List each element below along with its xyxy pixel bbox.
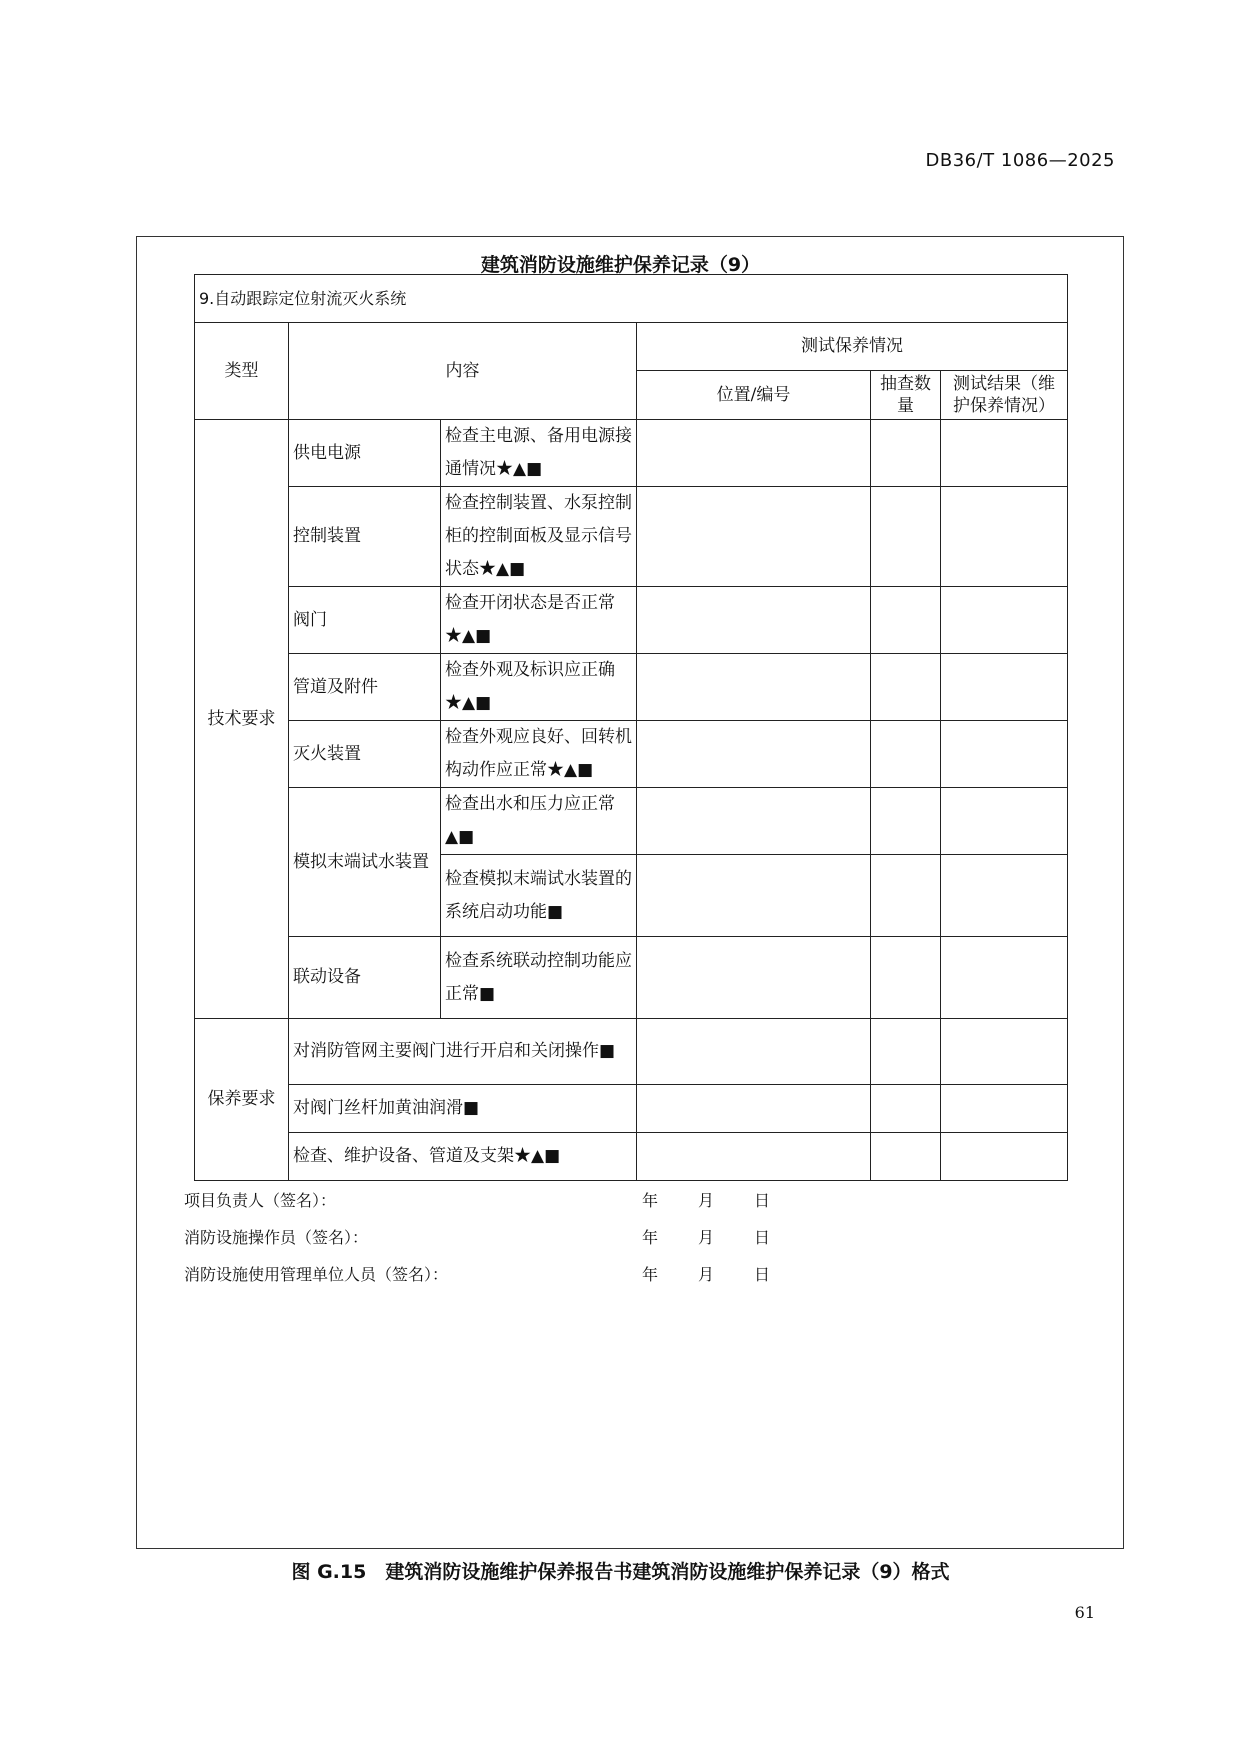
item-name: 灭火装置 [289,721,441,788]
year-label: 年 [642,1228,659,1247]
month-label: 月 [698,1265,715,1284]
result-cell[interactable] [941,1133,1068,1181]
location-cell[interactable] [637,487,871,587]
result-cell[interactable] [941,1019,1068,1085]
page-number: 61 [1074,1603,1095,1622]
header-location: 位置/编号 [637,371,871,420]
table-row [195,788,1068,855]
year-label: 年 [642,1191,659,1210]
result-cell[interactable] [941,788,1068,855]
header-content: 内容 [289,323,637,420]
item-name: 管道及附件 [289,654,441,721]
location-cell[interactable] [637,420,871,487]
day-label: 日 [754,1265,771,1284]
standard-code: DB36/T 1086—2025 [925,150,1115,171]
table-row [195,420,1068,487]
sample-qty-cell[interactable] [871,1019,941,1085]
item-check: 检查外观及标识应正确★▲■ [441,654,637,721]
result-cell[interactable] [941,654,1068,721]
maintenance-item: 对阀门丝杆加黄油润滑■ [289,1085,637,1133]
location-cell[interactable] [637,587,871,654]
result-cell[interactable] [941,587,1068,654]
year-label: 年 [642,1265,659,1284]
month-label: 月 [698,1191,715,1210]
signature-label: 消防设施使用管理单位人员（签名）： [184,1265,449,1284]
signature-label: 项目负责人（签名）： [184,1191,337,1210]
header-type: 类型 [195,323,289,420]
item-check: 检查控制装置、水泵控制柜的控制面板及显示信号状态★▲■ [441,487,637,587]
form-title: 建筑消防设施维护保养记录（9） [480,254,761,276]
item-check: 检查模拟末端试水装置的系统启动功能■ [441,855,637,937]
day-label: 日 [754,1228,771,1247]
system-name-row [195,275,1068,323]
item-check: 检查开闭状态是否正常★▲■ [441,587,637,654]
location-cell[interactable] [637,1085,871,1133]
result-cell[interactable] [941,937,1068,1019]
system-name: 9.自动跟踪定位射流灭火系统 [195,275,1068,323]
result-cell[interactable] [941,1085,1068,1133]
sample-qty-cell[interactable] [871,420,941,487]
maintenance-label: 保养要求 [195,1019,289,1181]
table-row [195,1133,1068,1181]
figure-caption: 图 G.15 建筑消防设施维护保养报告书建筑消防设施维护保养记录（9）格式 [291,1561,950,1583]
header-row-1 [195,323,1068,371]
sample-qty-cell[interactable] [871,1133,941,1181]
maintenance-record-table [194,274,1068,1181]
item-name: 模拟末端试水装置 [289,788,441,937]
result-cell[interactable] [941,721,1068,788]
item-name: 阀门 [289,587,441,654]
item-name: 联动设备 [289,937,441,1019]
sample-qty-cell[interactable] [871,721,941,788]
signature-date[interactable] [642,1262,810,1285]
signature-row [184,1262,884,1299]
sample-qty-cell[interactable] [871,1085,941,1133]
technical-label: 技术要求 [195,420,289,1019]
signature-date[interactable] [642,1225,810,1248]
signature-row [184,1225,884,1262]
location-cell[interactable] [637,654,871,721]
location-cell[interactable] [637,1133,871,1181]
signature-row [184,1188,884,1225]
item-name: 控制装置 [289,487,441,587]
sample-qty-cell[interactable] [871,587,941,654]
table-row [195,487,1068,587]
sample-qty-cell[interactable] [871,855,941,937]
item-check: 检查出水和压力应正常▲■ [441,788,637,855]
month-label: 月 [698,1228,715,1247]
sample-qty-cell[interactable] [871,788,941,855]
item-check: 检查主电源、备用电源接通情况★▲■ [441,420,637,487]
sample-qty-cell[interactable] [871,487,941,587]
location-cell[interactable] [637,721,871,788]
result-cell[interactable] [941,487,1068,587]
header-sample-qty: 抽查数量 [871,371,941,420]
result-cell[interactable] [941,855,1068,937]
day-label: 日 [754,1191,771,1210]
item-check: 检查系统联动控制功能应正常■ [441,937,637,1019]
location-cell[interactable] [637,1019,871,1085]
table-row [195,1019,1068,1085]
location-cell[interactable] [637,855,871,937]
item-name: 供电电源 [289,420,441,487]
signature-block [184,1188,884,1299]
item-check: 检查外观应良好、回转机构动作应正常★▲■ [441,721,637,788]
maintenance-item: 对消防管网主要阀门进行开启和关闭操作■ [289,1019,637,1085]
table-row [195,654,1068,721]
maintenance-item: 检查、维护设备、管道及支架★▲■ [289,1133,637,1181]
header-result: 测试结果（维护保养情况） [941,371,1068,420]
signature-label: 消防设施操作员（签名）： [184,1228,369,1247]
location-cell[interactable] [637,788,871,855]
location-cell[interactable] [637,937,871,1019]
table-row [195,1085,1068,1133]
header-test-status: 测试保养情况 [637,323,1068,371]
table-row [195,721,1068,788]
table-row [195,937,1068,1019]
sample-qty-cell[interactable] [871,654,941,721]
sample-qty-cell[interactable] [871,937,941,1019]
table-row [195,587,1068,654]
signature-date[interactable] [642,1188,810,1211]
result-cell[interactable] [941,420,1068,487]
